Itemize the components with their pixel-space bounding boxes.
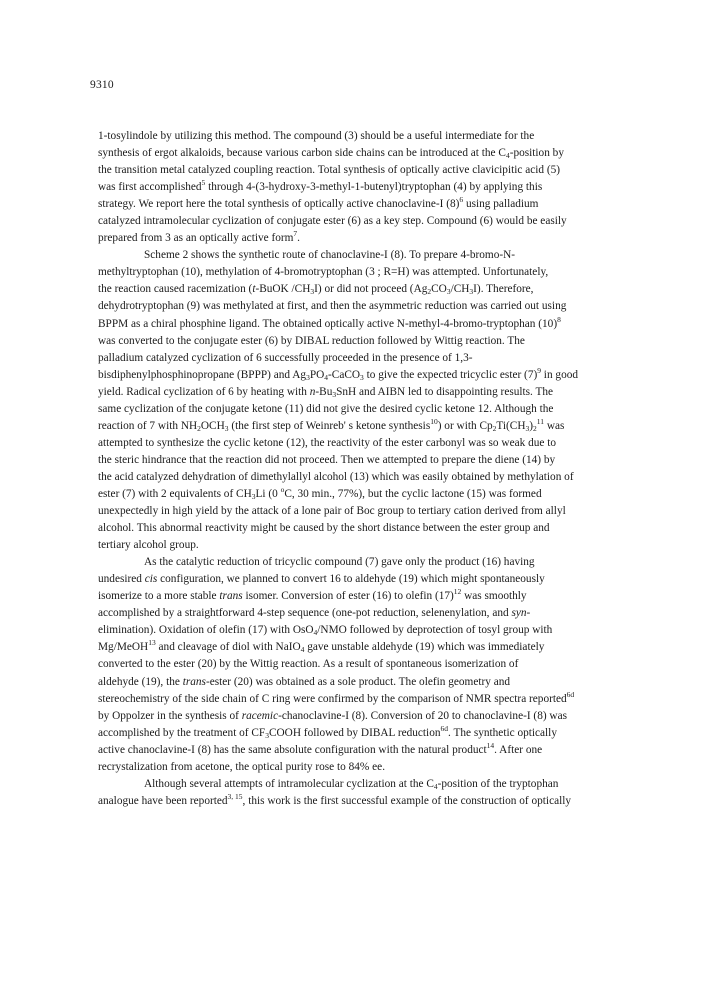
subscript: 3 — [251, 491, 256, 501]
text-line — [98, 128, 636, 145]
paragraph — [98, 776, 636, 810]
text-run: to give the expected tricyclic ester (7) — [363, 368, 538, 381]
text-line — [98, 281, 636, 298]
superscript: 12 — [453, 587, 462, 597]
text-run: gave unstable aldehyde (19) which was immediately — [304, 641, 545, 654]
text-run: Ti(CH — [496, 419, 526, 432]
text-run: analogue have been reported — [98, 794, 228, 807]
italic-text: racemic — [241, 709, 279, 722]
subscript: 4 — [324, 372, 329, 382]
text-run: accomplished by a straightforward 4-step sequence (one-pot reduction, selenenylation, and — [98, 607, 512, 620]
text-run: converted to the ester (20) by the Wittig reaction. As a result of spontaneous isomerization of — [98, 658, 519, 671]
subscript: 2 — [533, 423, 537, 433]
text-run: BPPM as a chiral phosphine ligand. The obtained optically active N-methyl-4-bromo-tryptophan (10) — [98, 317, 558, 330]
italic-text: cis — [144, 573, 158, 586]
subscript: 4 — [505, 151, 510, 161]
text-run: elimination). Oxidation of olefin (17) with OsO — [98, 624, 314, 637]
text-line — [98, 247, 636, 264]
text-run: Although several attempts of intramolecular cyclization at the C — [144, 777, 434, 790]
text-run: alcohol. This abnormal reactivity might be caused by the short distance between the ester group and — [98, 522, 550, 535]
subscript: 3 — [332, 389, 337, 399]
text-run: C, 30 min., 77%), but the cyclic lactone (15) was formed — [284, 487, 542, 500]
text-run: Li (0 — [255, 487, 281, 500]
text-run: reaction of 7 with NH — [98, 419, 198, 432]
text-run: -BuOK /CH — [255, 283, 311, 296]
text-run: bisdiphenylphosphinopropane (BPPP) and Ag — [98, 368, 307, 381]
text-run: same cyclization of the conjugate ketone (11) did not give the desired cyclic ketone 12. Although the — [98, 402, 554, 415]
text-line — [98, 742, 636, 759]
text-run: . After one — [494, 743, 543, 756]
text-line — [98, 708, 636, 725]
text-run: attempted to synthesize the cyclic ketone (12), the reactivity of the ester carbonyl was so weak due to — [98, 436, 556, 449]
text-run: -position of the tryptophan — [437, 777, 559, 790]
text-run: the acid catalyzed dehydration of dimethylallyl alcohol (13) which was easily obtained by methylation of — [98, 470, 574, 483]
subscript: 3 — [306, 372, 310, 382]
text-line — [98, 776, 636, 793]
text-run: was — [544, 419, 565, 432]
text-run: ) — [529, 419, 534, 432]
text-run: , this work is the first successful example of the construction of optically — [242, 794, 572, 807]
text-run: 1-tosylindole by utilizing this method. The compound (3) should be a useful intermediate for the — [98, 130, 535, 142]
subscript: 3 — [224, 423, 229, 433]
subscript: 2 — [197, 423, 201, 433]
text-line — [98, 537, 636, 554]
text-run: -position by — [509, 147, 564, 160]
text-run: by Oppolzer in the synthesis of — [98, 709, 242, 722]
text-line — [98, 554, 636, 571]
subscript: 2 — [427, 287, 432, 297]
text-run: Scheme 2 shows the synthetic route of chanoclavine-I (8). To prepare 4-bromo-N- — [144, 249, 516, 262]
subscript: 3 — [310, 287, 315, 297]
text-run: synthesis of ergot alkaloids, because various carbon side chains can be introduced at the C — [98, 147, 506, 160]
text-run: dehydrotryptophan (9) was methylated at first, and then the asymmetric reduction was carried out using — [98, 300, 567, 313]
superscript: 9 — [537, 365, 541, 375]
text-line — [98, 622, 636, 639]
italic-text: trans — [182, 675, 206, 688]
text-run: ester (7) with 2 equivalents of CH — [98, 487, 252, 500]
text-run: methyltryptophan (10), methylation of 4-bromotryptophan (3 ; R=H) was attempted. Unfortunately, — [98, 266, 549, 279]
text-line — [98, 162, 636, 179]
text-run: -Bu — [315, 385, 333, 398]
subscript: 4 — [433, 781, 438, 791]
subscript: 3 — [360, 372, 364, 382]
text-run: (the first step of Weinreb' s ketone synthesis — [228, 419, 431, 432]
text-run: prepared from 3 as an optically active form — [98, 232, 294, 245]
text-run: unexpectedly in high yield by the attack of a lone pair of Boc group to tertiary cation derived from allyl — [98, 505, 566, 518]
text-run: the steric hindrance that the reaction did not proceed. Then we attempted to prepare the diene (14) by — [98, 453, 556, 466]
superscript: 6d — [440, 723, 448, 733]
superscript: 14 — [486, 740, 495, 750]
text-run: palladium catalyzed cyclization of 6 successfully proceeded in the presence of 1,3- — [98, 351, 473, 364]
text-run: configuration, we planned to convert 16 to aldehyde (19) which might spontaneously — [157, 573, 545, 586]
text-line — [98, 520, 636, 537]
text-line — [98, 213, 636, 230]
superscript: o — [280, 484, 285, 494]
subscript: 2 — [492, 423, 497, 433]
text-run: /CH — [450, 283, 470, 296]
italic-text: n — [309, 385, 316, 398]
text-run: through 4-(3-hydroxy-3-methyl-1-butenyl)tryptophan (4) by applying this — [205, 181, 543, 194]
superscript: 6d — [566, 689, 575, 699]
text-run: yield. Radical cyclization of 6 by heating with — [98, 385, 310, 398]
superscript: 3, 15 — [227, 791, 243, 801]
text-line — [98, 639, 636, 656]
text-run: was first accomplished — [98, 181, 202, 194]
text-run: isomer. Conversion of ester (16) to olefin (17) — [242, 590, 454, 603]
italic-text: syn — [511, 607, 527, 620]
italic-text: trans — [219, 590, 243, 603]
subscript: 3 — [265, 730, 269, 740]
subscript: 3 — [525, 423, 530, 433]
text-run: tertiary alcohol group. — [98, 539, 199, 552]
text-line — [98, 469, 636, 486]
text-run: CO — [431, 283, 447, 296]
text-run: ) or with Cp — [437, 419, 493, 432]
text-line — [98, 759, 636, 776]
text-run: catalyzed intramolecular cyclization of conjugate ester (6) as a key step. Compound (6) would be easily — [98, 215, 567, 228]
text-run: strategy. We report here the total synthesis of optically active chanoclavine-I (8) — [98, 198, 460, 211]
text-run: isomerize to a more stable — [98, 590, 220, 603]
text-line — [98, 196, 636, 213]
text-run: using palladium — [463, 198, 539, 211]
article-body — [98, 128, 636, 810]
text-run: was smoothly — [461, 590, 527, 603]
superscript: 7 — [293, 229, 298, 239]
text-run: the reaction caused racemization ( — [98, 283, 253, 296]
text-run: OCH — [200, 419, 225, 432]
italic-text: t — [252, 283, 256, 296]
superscript: 10 — [430, 416, 438, 426]
text-run: was converted to the conjugate ester (6) by DIBAL reduction followed by Wittig reaction. The — [98, 334, 525, 347]
text-line — [98, 179, 636, 196]
text-line — [98, 298, 636, 315]
text-run: stereochemistry of the side chain of C ring were confirmed by the comparison of NMR spectra reported — [98, 692, 567, 705]
text-line — [98, 333, 636, 350]
subscript: 3 — [446, 287, 451, 297]
paragraph — [98, 554, 636, 776]
text-run: recrystalization from acetone, the optical purity rose to 84% ee. — [98, 760, 386, 773]
text-run: - — [526, 607, 531, 620]
text-line — [98, 691, 636, 708]
text-line — [98, 571, 636, 588]
text-line — [98, 367, 636, 384]
text-run: . — [297, 232, 300, 245]
text-line — [98, 656, 636, 673]
text-run: and cleavage of diol with NaIO — [155, 641, 301, 654]
text-line — [98, 350, 636, 367]
subscript: 4 — [313, 628, 318, 638]
text-line — [98, 230, 636, 247]
superscript: 5 — [201, 178, 206, 188]
text-line — [98, 605, 636, 622]
text-run: COOH followed by DIBAL reduction — [268, 726, 441, 739]
text-run: I) or did not proceed (Ag — [314, 283, 428, 296]
subscript: 3 — [469, 287, 474, 297]
superscript: 8 — [557, 314, 561, 324]
text-line — [98, 145, 636, 162]
text-line — [98, 725, 636, 742]
text-line — [98, 384, 636, 401]
superscript: 6 — [459, 195, 464, 205]
text-run: in good — [540, 368, 579, 381]
text-run: undesired — [98, 573, 145, 586]
text-line — [98, 435, 636, 452]
paragraph — [98, 247, 636, 554]
text-line — [98, 674, 636, 691]
page-number: 9310 — [90, 79, 114, 91]
text-line — [98, 452, 636, 469]
text-line — [98, 486, 636, 503]
text-run: aldehyde (19), the — [98, 675, 183, 688]
text-run: accomplished by the treatment of CF — [98, 726, 266, 739]
text-run: active chanoclavine-I (8) has the same absolute configuration with the natural product — [98, 743, 487, 756]
text-run: PO — [309, 368, 325, 381]
text-line — [98, 793, 636, 810]
text-line — [98, 588, 636, 605]
paragraph — [98, 128, 636, 247]
text-run: As the catalytic reduction of tricyclic compound (7) gave only the product (16) having — [144, 556, 535, 569]
superscript: 11 — [536, 416, 544, 426]
text-run: -CaCO — [328, 368, 361, 381]
text-run: I). Therefore, — [473, 283, 534, 296]
subscript: 4 — [300, 645, 305, 655]
text-run: SnH and AIBN led to disappointing results. The — [336, 385, 554, 398]
superscript: 13 — [148, 638, 156, 648]
text-line — [98, 418, 636, 435]
text-run: . The synthetic optically — [448, 726, 557, 739]
text-line — [98, 264, 636, 281]
text-line — [98, 316, 636, 333]
text-line — [98, 401, 636, 418]
text-line — [98, 503, 636, 520]
text-run: the transition metal catalyzed coupling reaction. Total synthesis of optically active clavicipitic acid (5) — [98, 164, 561, 177]
text-run: -chanoclavine-I (8). Conversion of 20 to chanoclavine-I (8) was — [278, 709, 567, 722]
text-run: -ester (20) was obtained as a sole product. The olefin geometry and — [205, 675, 511, 688]
text-run: /NMO followed by deprotection of tosyl group with — [317, 624, 553, 637]
text-run: Mg/MeOH — [98, 641, 149, 654]
